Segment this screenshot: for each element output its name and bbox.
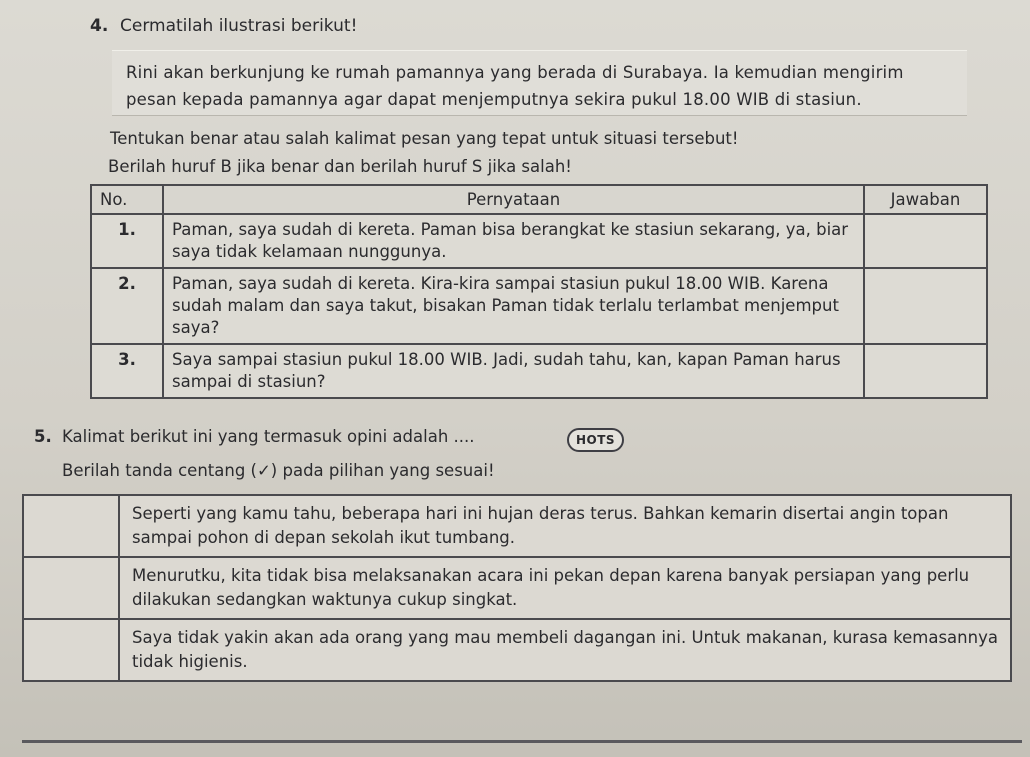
- header-answer: Jawaban: [864, 185, 987, 214]
- row-statement: Paman, saya sudah di kereta. Paman bisa berangkat ke stasiun sekarang, ya, biar saya tidak kelamaan nunggunya.: [163, 214, 864, 268]
- table-header-row: [91, 185, 987, 214]
- instruction-1: Tentukan benar atau salah kalimat pesan yang tepat untuk situasi tersebut!: [110, 129, 739, 148]
- true-false-table: [90, 184, 988, 399]
- header-no: No.: [91, 185, 163, 214]
- header-statement: Pernyataan: [163, 185, 864, 214]
- hots-badge: HOTS: [567, 428, 624, 452]
- instruction-3: Berilah tanda centang (✓) pada pilihan yang sesuai!: [62, 461, 495, 480]
- story-line-1: Rini akan berkunjung ke rumah pamannya yang berada di Surabaya. Ia kemudian mengirim: [126, 63, 904, 82]
- table-row: [91, 214, 987, 268]
- question-4-title: Cermatilah ilustrasi berikut!: [120, 16, 358, 36]
- option-row: [23, 557, 1011, 619]
- row-number: 3.: [91, 344, 163, 398]
- option-text: Saya tidak yakin akan ada orang yang mau membeli dagangan ini. Untuk makanan, kurasa kemasannya tidak higienis.: [119, 619, 1011, 681]
- option-row: [23, 495, 1011, 557]
- answer-cell[interactable]: [864, 344, 987, 398]
- checkbox-cell[interactable]: [23, 495, 119, 557]
- option-row: [23, 619, 1011, 681]
- checkbox-cell[interactable]: [23, 619, 119, 681]
- row-number: 2.: [91, 268, 163, 344]
- row-statement: Saya sampai stasiun pukul 18.00 WIB. Jadi, sudah tahu, kan, kapan Paman harus sampai di stasiun?: [163, 344, 864, 398]
- row-statement: Paman, saya sudah di kereta. Kira-kira sampai stasiun pukul 18.00 WIB. Karena sudah malam dan saya takut, bisakan Paman tidak terlalu terlambat menjemput saya?: [163, 268, 864, 344]
- instruction-2: Berilah huruf B jika benar dan berilah huruf S jika salah!: [108, 157, 572, 176]
- answer-cell[interactable]: [864, 214, 987, 268]
- table-row: [91, 268, 987, 344]
- checkbox-cell[interactable]: [23, 557, 119, 619]
- story-line-2: pesan kepada pamannya agar dapat menjemputnya sekira pukul 18.00 WIB di stasiun.: [126, 90, 862, 109]
- question-4-number: 4.: [90, 16, 109, 36]
- story-box: [112, 50, 967, 116]
- answer-cell[interactable]: [864, 268, 987, 344]
- table-row: [91, 344, 987, 398]
- question-5-text: Kalimat berikut ini yang termasuk opini adalah ....: [62, 427, 475, 446]
- option-text: Menurutku, kita tidak bisa melaksanakan acara ini pekan depan karena banyak persiapan yang perlu dilakukan sedangkan waktunya cukup singkat.: [119, 557, 1011, 619]
- row-number: 1.: [91, 214, 163, 268]
- opinion-options-table: [22, 494, 1012, 682]
- bottom-rule: [22, 740, 1022, 743]
- question-5-number: 5.: [34, 427, 52, 446]
- option-text: Seperti yang kamu tahu, beberapa hari ini hujan deras terus. Bahkan kemarin disertai angin topan sampai pohon di depan sekolah ikut tumbang.: [119, 495, 1011, 557]
